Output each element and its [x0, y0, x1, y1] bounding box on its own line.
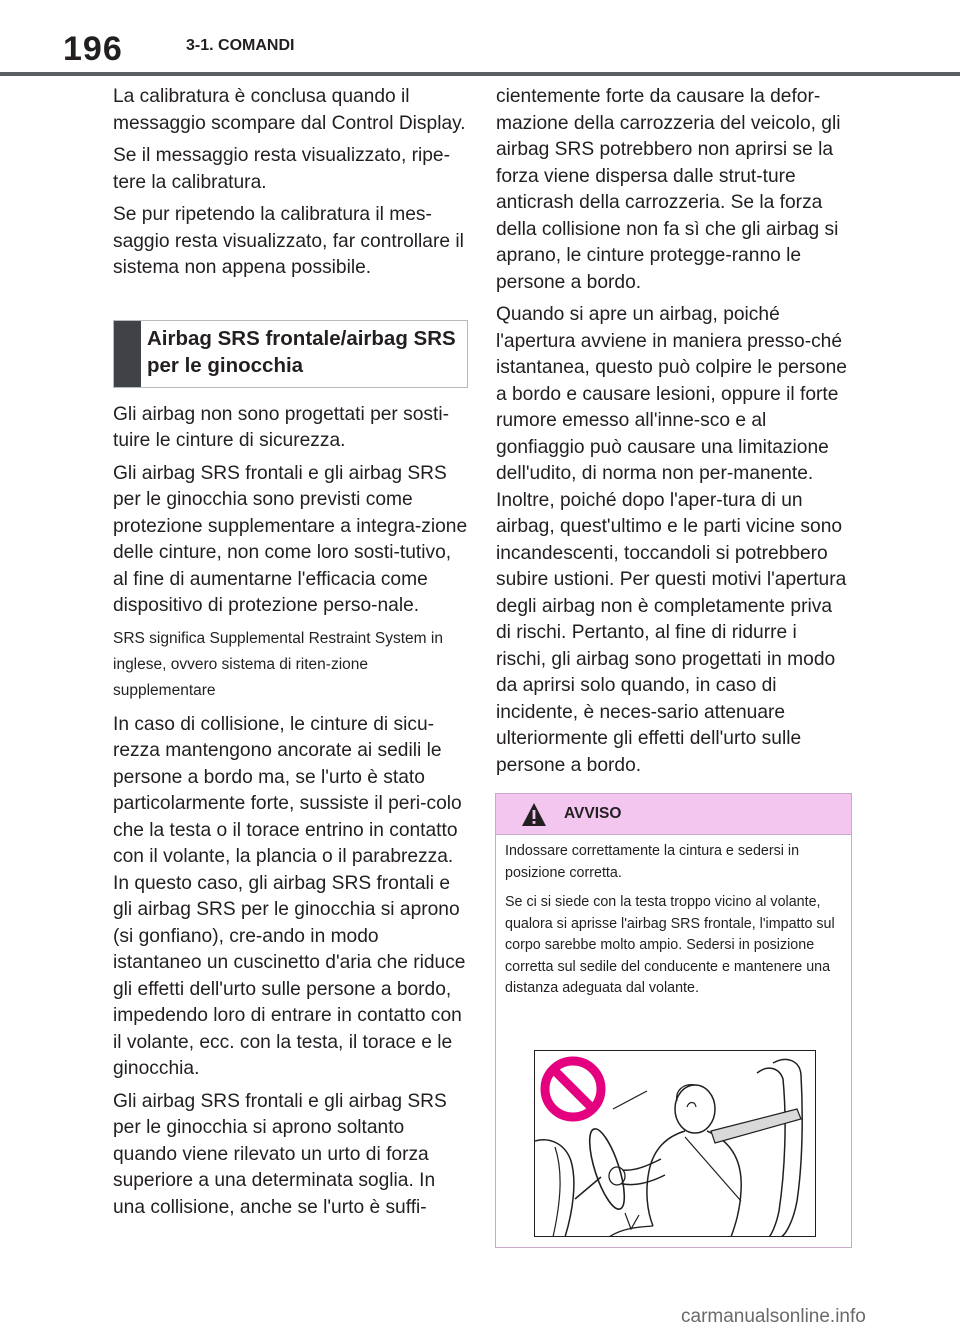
- srs-note: SRS significa Supplemental Restraint System in inglese, ovvero sistema di riten-zione supplementare: [113, 629, 443, 699]
- body-paragraph: Quando si apre un airbag, poiché l'apertura avviene in maniera presso-ché istantanea, questo può colpire le persone a bordo e causare lesioni, oppure il forte rumore emesso all'inne-sco e al gonfiaggio può causare una limitazione dell'udito, di norma non per-manente. Inoltre, poiché dopo l'aper-tura di un airbag, quest'ultimo e le parti vicine sono incandescenti, toccandoli si potrebbero subire ustioni. Per questi motivi l'apertura degli airbag non è completamente priva di rischi. Pertanto, al fine di ridurre i rischi, gli airbag sono progettati in modo da aprirsi solo quando, in caso di incidente, è neces-sario attenuare ulteriormente gli effetti dell'urto sulle persone a bordo.: [496, 304, 847, 776]
- warning-title: AVVISO: [564, 805, 622, 822]
- body-paragraph: Gli airbag non sono progettati per sosti-tuire le cinture di sicurezza.: [113, 403, 449, 451]
- intro-paragraph: La calibratura è conclusa quando il messaggio scompare dal Control Display.: [113, 86, 466, 134]
- driver-too-close-illustration: [534, 1050, 816, 1237]
- body-paragraph: cientemente forte da causare la defor-mazione della carrozzeria del veicolo, gli airbag SRS potrebbero non aprirsi se la forza viene dispersa dalle strut-ture anticrash della carrozzeria. Se la forza della collisione non fa sì che gli airbag si aprano, le cinture protegge-ranno le persone a bordo.: [496, 86, 841, 293]
- warning-paragraph: Indossare correttamente la cintura e sedersi in posizione corretta.: [505, 843, 800, 881]
- heading-bar: [114, 321, 141, 387]
- section-heading-text: Airbag SRS frontale/airbag SRS per le ginocchia: [147, 326, 456, 377]
- header-divider: [0, 72, 960, 76]
- left-column: [113, 84, 468, 1227]
- section-heading: [113, 320, 468, 388]
- intro-paragraph: Se il messaggio resta visualizzato, ripe-tere la calibratura.: [113, 145, 450, 193]
- warning-triangle-icon: [521, 802, 547, 828]
- body-paragraph: Gli airbag SRS frontali e gli airbag SRS per le ginocchia sono previsti come protezione supplementare a integra-zione delle cinture, non come loro sosti-tutivo, al fine di aumentarne l'efficacia come dispositivo di protezione perso-nale.: [113, 462, 468, 616]
- watermark: carmanualsonline.info: [681, 1306, 866, 1327]
- body-paragraph: In caso di collisione, le cinture di sicu-rezza mantengono ancorate ai sedili le persone a bordo ma, se l'urto è stato particolarmente forte, sussiste il peri-colo che la testa o il torace entrino in contatto con il volante, la plancia o il parabrezza. In questo caso, gli airbag SRS frontali e gli airbag SRS per le ginocchia si aprono (si gonfiano), cre-ando in modo istantaneo un cuscinetto d'aria che riduce gli effetti dell'urto sulle persone a bordo, impedendo loro di entrare in contatto con il volante, ecc. con la testa, il torace e le ginocchia.: [113, 713, 466, 1079]
- warning-body: [496, 835, 851, 1000]
- body-paragraph: Gli airbag SRS frontali e gli airbag SRS per le ginocchia si aprono soltanto quando viene rilevato un urto di forza superiore a una determinata soglia. In una collisione, anche se l'urto è suffi-: [113, 1090, 447, 1218]
- section-title: 3-1. COMANDI: [186, 37, 295, 54]
- intro-paragraph: Se pur ripetendo la calibratura il mes-saggio resta visualizzato, far controllare il sistema non appena possibile.: [113, 204, 464, 278]
- page-number: 196: [63, 30, 123, 68]
- right-column: [496, 84, 851, 785]
- warning-box: [495, 793, 852, 1248]
- page-header: [0, 0, 960, 80]
- warning-header: [496, 794, 851, 835]
- warning-paragraph: Se ci si siede con la testa troppo vicino al volante, qualora si aprisse l'airbag SRS frontale, l'impatto sul corpo sarebbe molto ampio. Sedersi in posizione corretta sul sedile del conducente e mantenere una distanza adeguata dal volante.: [505, 894, 835, 996]
- driver-illustration: [535, 1051, 815, 1236]
